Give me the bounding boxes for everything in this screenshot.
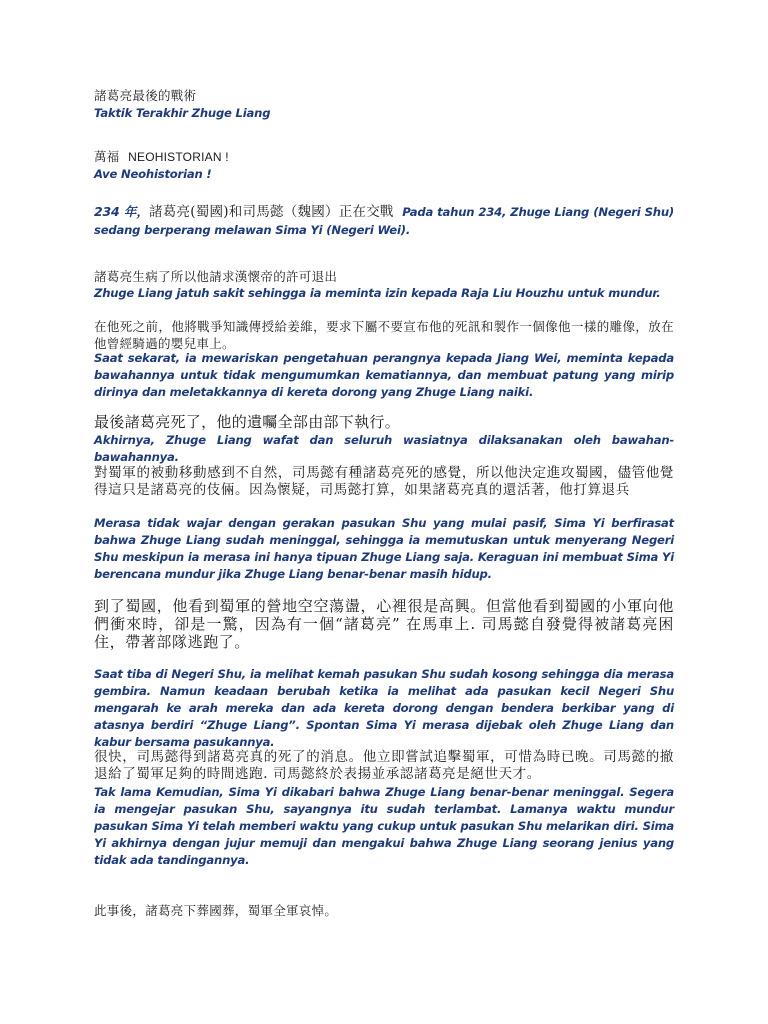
intro-indonesian: Pada tahun 234, Zhuge Liang (Negeri Shu) sedang berperang melawan Sima Yi (Negeri Wei). (94, 205, 674, 237)
intro-chinese: 諸葛亮(蜀國)和司馬懿（魏國）正在交戰 (148, 204, 394, 220)
paragraph-2-indonesian: Saat sekarat, ia mewariskan pengetahuan perangnya kepada Jiang Wei, meminta kepada bawahannya untuk tidak mengumumkan kematiannya, dan membuat patung yang mirip dirinya dan meletakkannya di kereta dorong yang Zhuge Liang naiki. (94, 351, 674, 399)
title-chinese: 諸葛亮最後的戰術 (94, 88, 197, 103)
intro-paragraph (94, 203, 674, 239)
paragraph-4-chinese: 對蜀軍的被動移動感到不自然，司馬懿有種諸葛亮死的感覺，所以他決定進攻蜀國，儘管他覺得這只是諸葛亮的伎倆。因為懷疑，司馬懿打算，如果諸葛亮真的還活著，他打算退兵 (94, 465, 674, 498)
greeting-site: NEOHISTORIAN ! (128, 150, 229, 164)
closing-chinese: 此事後，諸葛亮下葬國葬，蜀軍全軍哀悼。 (94, 903, 338, 918)
paragraph-6-chinese: 很快，司馬懿得到諸葛亮真的死了的消息。他立即嘗試追擊蜀軍，可惜為時已晚。司馬懿的撤退給了蜀軍足夠的時間逃跑. 司馬懿終於表揚並承認諸葛亮是絕世天才。 (94, 749, 674, 782)
title-indonesian: Taktik Terakhir Zhuge Liang (94, 106, 271, 120)
greeting-line (94, 148, 674, 166)
intro-year: 234 年， (94, 204, 149, 219)
paragraph-1-chinese: 諸葛亮生病了所以他請求漢懷帝的許可退出 (94, 269, 338, 284)
paragraph-2-chinese: 在他死之前，他將戰爭知識傳授給姜維，要求下屬不要宣布他的死訊和製作一個像他一樣的雕像，放在他曾經騎過的嬰兒車上。 (94, 319, 674, 351)
greeting-chinese: 萬福 (94, 149, 120, 164)
greeting-indonesian: Ave Neohistorian ! (94, 167, 212, 181)
paragraph-6-indonesian: Tak lama Kemudian, Sima Yi dikabari bahwa Zhuge Liang benar-benar meninggal. Segera ia mengejar pasukan Shu, sayangnya itu sudah terlambat. Lamanya waktu mundur pasukan Sima Yi telah memberi waktu yang cukup untuk pasukan Shu melarikan diri. Sima Yi akhirnya dengan jujur memuji dan mengakui bahwa Zhuge Liang seorang jenius yang tidak ada tandingannya. (94, 785, 674, 867)
paragraph-4-indonesian: Merasa tidak wajar dengan gerakan pasukan Shu yang mulai pasif, Sima Yi berfirasat bahwa Zhuge Liang sudah meninggal, sehingga ia memutuskan untuk menyerang Negeri Shu meskipun ia merasa ini hanya tipuan Zhuge Liang saja. Keraguan ini membuat Sima Yi berencana mundur jika Zhuge Liang benar-benar masih hidup. (94, 516, 674, 581)
paragraph-1-indonesian: Zhuge Liang jatuh sakit sehingga ia meminta izin kepada Raja Liu Houzhu untuk mundur. (94, 286, 661, 300)
paragraph-5-chinese: 到了蜀國，他看到蜀軍的營地空空蕩盪，心裡很是高興。但當他看到蜀國的小軍向他們衝來時，卻是一驚，因為有一個“諸葛亮” 在馬車上. 司馬懿自發覺得被諸葛亮困住，帶著部隊逃跑了。 (94, 597, 674, 651)
paragraph-5-indonesian: Saat tiba di Negeri Shu, ia melihat kemah pasukan Shu sudah kosong sehingga dia merasa gembira. Namun keadaan berubah ketika ia melihat ada pasukan kecil Negeri Shu mengarah ke arah mereka dan ada kereta dorong dengan bendera berkibar yang di atasnya berdiri “Zhuge Liang”. Spontan Sima Yi merasa dijebak oleh Zhuge Liang dan kabur bersama pasukannya. (94, 667, 674, 749)
paragraph-3-chinese: 最後諸葛亮死了，他的遺囑全部由部下執行。 (94, 413, 401, 431)
paragraph-3-indonesian: Akhirnya, Zhuge Liang wafat dan seluruh wasiatnya dilaksanakan oleh bawahan-bawahannya. (94, 433, 674, 464)
